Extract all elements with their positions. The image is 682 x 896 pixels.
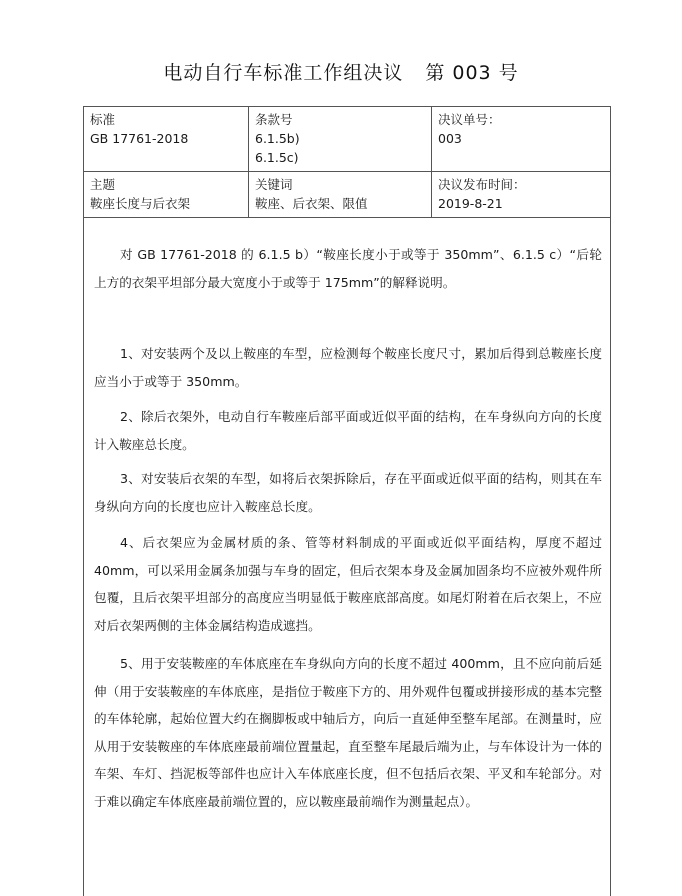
item-4: 4、后衣架应为金属材质的条、管等材料制成的平面或近似平面结构，厚度不超过 40mm，可以采用金属条加强与车身的固定，但后衣架本身及金属加固条均不应被外观件所包覆，且后衣架平坦部分的高度应当明显低于鞍座底部高度。如尾灯附着在后衣架上，不应对后衣架两侧的主体金属结构造成遮挡。 xyxy=(94,535,602,633)
metadata-row-1 xyxy=(84,107,610,172)
clause-cell xyxy=(249,107,432,172)
clause-label: 条款号 xyxy=(255,112,293,127)
publish-date-cell xyxy=(432,172,611,218)
item-2: 2、除后衣架外，电动自行车鞍座后部平面或近似平面的结构，在车身纵向方向的长度计入鞍座总长度。 xyxy=(94,409,602,452)
subject-value: 鞍座长度与后衣架 xyxy=(90,196,191,211)
subject-cell xyxy=(84,172,249,218)
resolution-title: 电动自行车标准工作组决议 xyxy=(163,62,404,84)
standard-value: GB 17761-2018 xyxy=(90,131,189,146)
keywords-value: 鞍座、后衣架、限值 xyxy=(255,196,368,211)
clause-value-2: 6.1.5c) xyxy=(255,150,299,165)
item-5: 5、用于安装鞍座的车体底座在车身纵向方向的长度不超过 400mm，且不应向前后延伸（用于安装鞍座的车体底座，是指位于鞍座下方的、用外观件包覆或拼接形成的基本完整的车体轮廓，起始位置大约在搁脚板或中轴后方，向后一直延伸至整车尾部。在测量时，应从用于安装鞍座的车体底座最前端位置量起，直至整车尾最后端为止，与车体设计为一体的车架、车灯、挡泥板等部件也应计入车体底座长度，但不包括后衣架、平叉和车轮部分。对于难以确定车体底座最前端位置的，应以鞍座最前端作为测量起点）。 xyxy=(94,656,602,809)
publish-date-label: 决议发布时间： xyxy=(438,177,526,192)
keywords-cell xyxy=(249,172,432,218)
resolution-sheet xyxy=(83,106,611,896)
resolution-number: 第 003 号 xyxy=(425,62,519,84)
item-3: 3、对安装后衣架的车型，如将后衣架拆除后，存在平面或近似平面的结构，则其在车身纵向方向的长度也应计入鞍座总长度。 xyxy=(94,471,602,514)
intro-paragraph: 对 GB 17761-2018 的 6.1.5 b）“鞍座长度小于或等于 350mm”、6.1.5 c）“后轮上方的衣架平坦部分最大宽度小于或等于 175mm”的解释说明。 xyxy=(94,247,602,290)
subject-label: 主题 xyxy=(90,177,116,192)
metadata-row-2 xyxy=(84,172,610,218)
item-1: 1、对安装两个及以上鞍座的车型，应检测每个鞍座长度尺寸，累加后得到总鞍座长度应当小于或等于 350mm。 xyxy=(94,346,602,389)
resolution-id-label: 决议单号： xyxy=(438,112,501,127)
clause-value-1: 6.1.5b) xyxy=(255,131,300,146)
publish-date-value: 2019-8-21 xyxy=(438,196,503,211)
metadata-table xyxy=(84,107,610,218)
standard-cell xyxy=(84,107,249,172)
resolution-id-cell xyxy=(432,107,611,172)
standard-label: 标准 xyxy=(90,112,116,127)
document-title xyxy=(0,58,682,85)
keywords-label: 关键词 xyxy=(255,177,293,192)
resolution-id-value: 003 xyxy=(438,131,462,146)
